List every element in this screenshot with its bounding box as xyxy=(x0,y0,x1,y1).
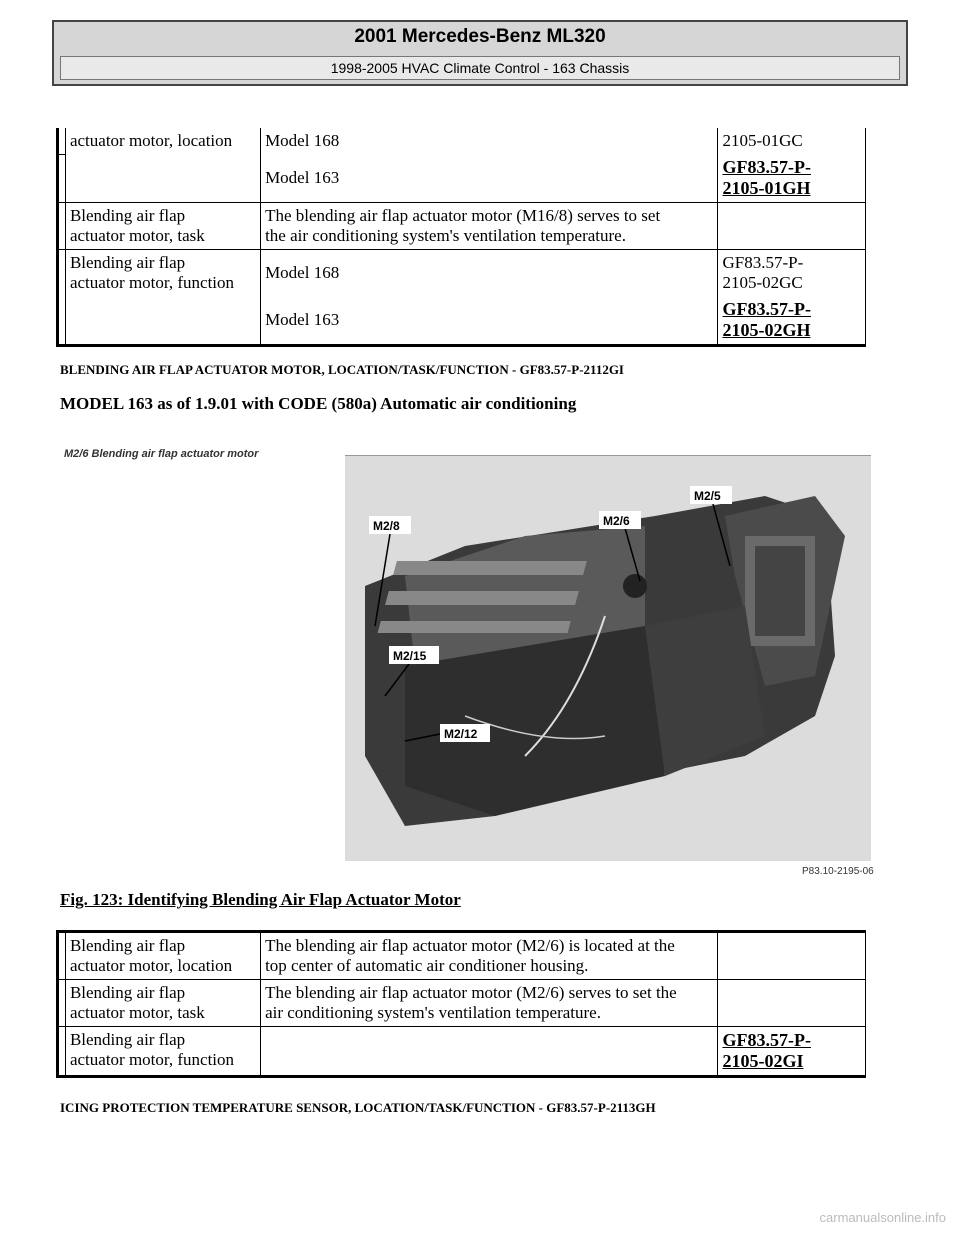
hvac-housing-photo xyxy=(345,455,871,861)
watermark: carmanualsonline.info xyxy=(819,1210,946,1225)
section-heading: BLENDING AIR FLAP ACTUATOR MOTOR, LOCATION/TASK/FUNCTION - GF83.57-P-2112GI xyxy=(60,362,624,377)
callout-label: M2/8 xyxy=(373,519,400,533)
table-row xyxy=(58,128,866,154)
callout-label: M2/5 xyxy=(694,489,721,503)
figure-label: M2/6 Blending air flap actuator motor xyxy=(64,448,259,460)
model-label: Model 168 xyxy=(261,250,718,297)
row-label: Blending air flap actuator motor, task xyxy=(65,980,260,1027)
row-label: Blending air flap actuator motor, task xyxy=(65,203,260,250)
row-label: Blending air flap actuator motor, function xyxy=(65,1027,260,1077)
callout-label: M2/6 xyxy=(603,514,630,528)
row-text: The blending air flap actuator motor (M16/8) serves to set the air conditioning system's ventilation temperature. xyxy=(261,203,718,250)
row-label: Blending air flap actuator motor, function xyxy=(65,250,260,297)
hvac-housing-illustration xyxy=(345,456,871,861)
ref-link[interactable]: GF83.57-P- 2105-01GH xyxy=(718,154,866,203)
figure-credit: P83.10-2195-06 xyxy=(802,866,874,877)
ref-code: 2105-01GC xyxy=(718,128,866,154)
header-subtitle: 1998-2005 HVAC Climate Control - 163 Chassis xyxy=(60,56,900,80)
table-row xyxy=(58,250,866,297)
callout-label: M2/12 xyxy=(444,727,478,741)
ref-link[interactable]: GF83.57-P- 2105-02GH xyxy=(718,296,866,346)
model-label: Model 168 xyxy=(261,128,718,154)
row-label: Blending air flap actuator motor, location xyxy=(65,932,260,980)
table-row xyxy=(58,1027,866,1077)
next-section-heading: ICING PROTECTION TEMPERATURE SENSOR, LOCATION/TASK/FUNCTION - GF83.57-P-2113GH xyxy=(60,1100,656,1115)
figure-caption[interactable]: Fig. 123: Identifying Blending Air Flap Actuator Motor xyxy=(60,890,461,909)
table-row xyxy=(58,203,866,250)
spec-table-upper xyxy=(56,128,866,347)
ref-link[interactable]: GF83.57-P- 2105-02GI xyxy=(718,1027,866,1077)
header-title: 2001 Mercedes-Benz ML320 xyxy=(354,26,606,47)
row-label: actuator motor, location xyxy=(65,128,260,154)
table-row xyxy=(58,296,866,346)
table-row xyxy=(58,932,866,980)
model-label: Model 163 xyxy=(261,296,718,346)
table-row xyxy=(58,154,866,203)
callout-label: M2/15 xyxy=(393,649,427,663)
row-text: The blending air flap actuator motor (M2/6) is located at the top center of automatic air conditioner housing. xyxy=(261,932,718,980)
table-row xyxy=(58,980,866,1027)
model-heading: MODEL 163 as of 1.9.01 with CODE (580a) Automatic air conditioning xyxy=(60,394,577,413)
ref-code: GF83.57-P- 2105-02GC xyxy=(718,250,866,297)
page-header xyxy=(52,20,908,86)
spec-table-lower xyxy=(56,930,866,1078)
row-text: The blending air flap actuator motor (M2/6) serves to set the air conditioning system's ventilation temperature. xyxy=(261,980,718,1027)
model-label: Model 163 xyxy=(261,154,718,203)
